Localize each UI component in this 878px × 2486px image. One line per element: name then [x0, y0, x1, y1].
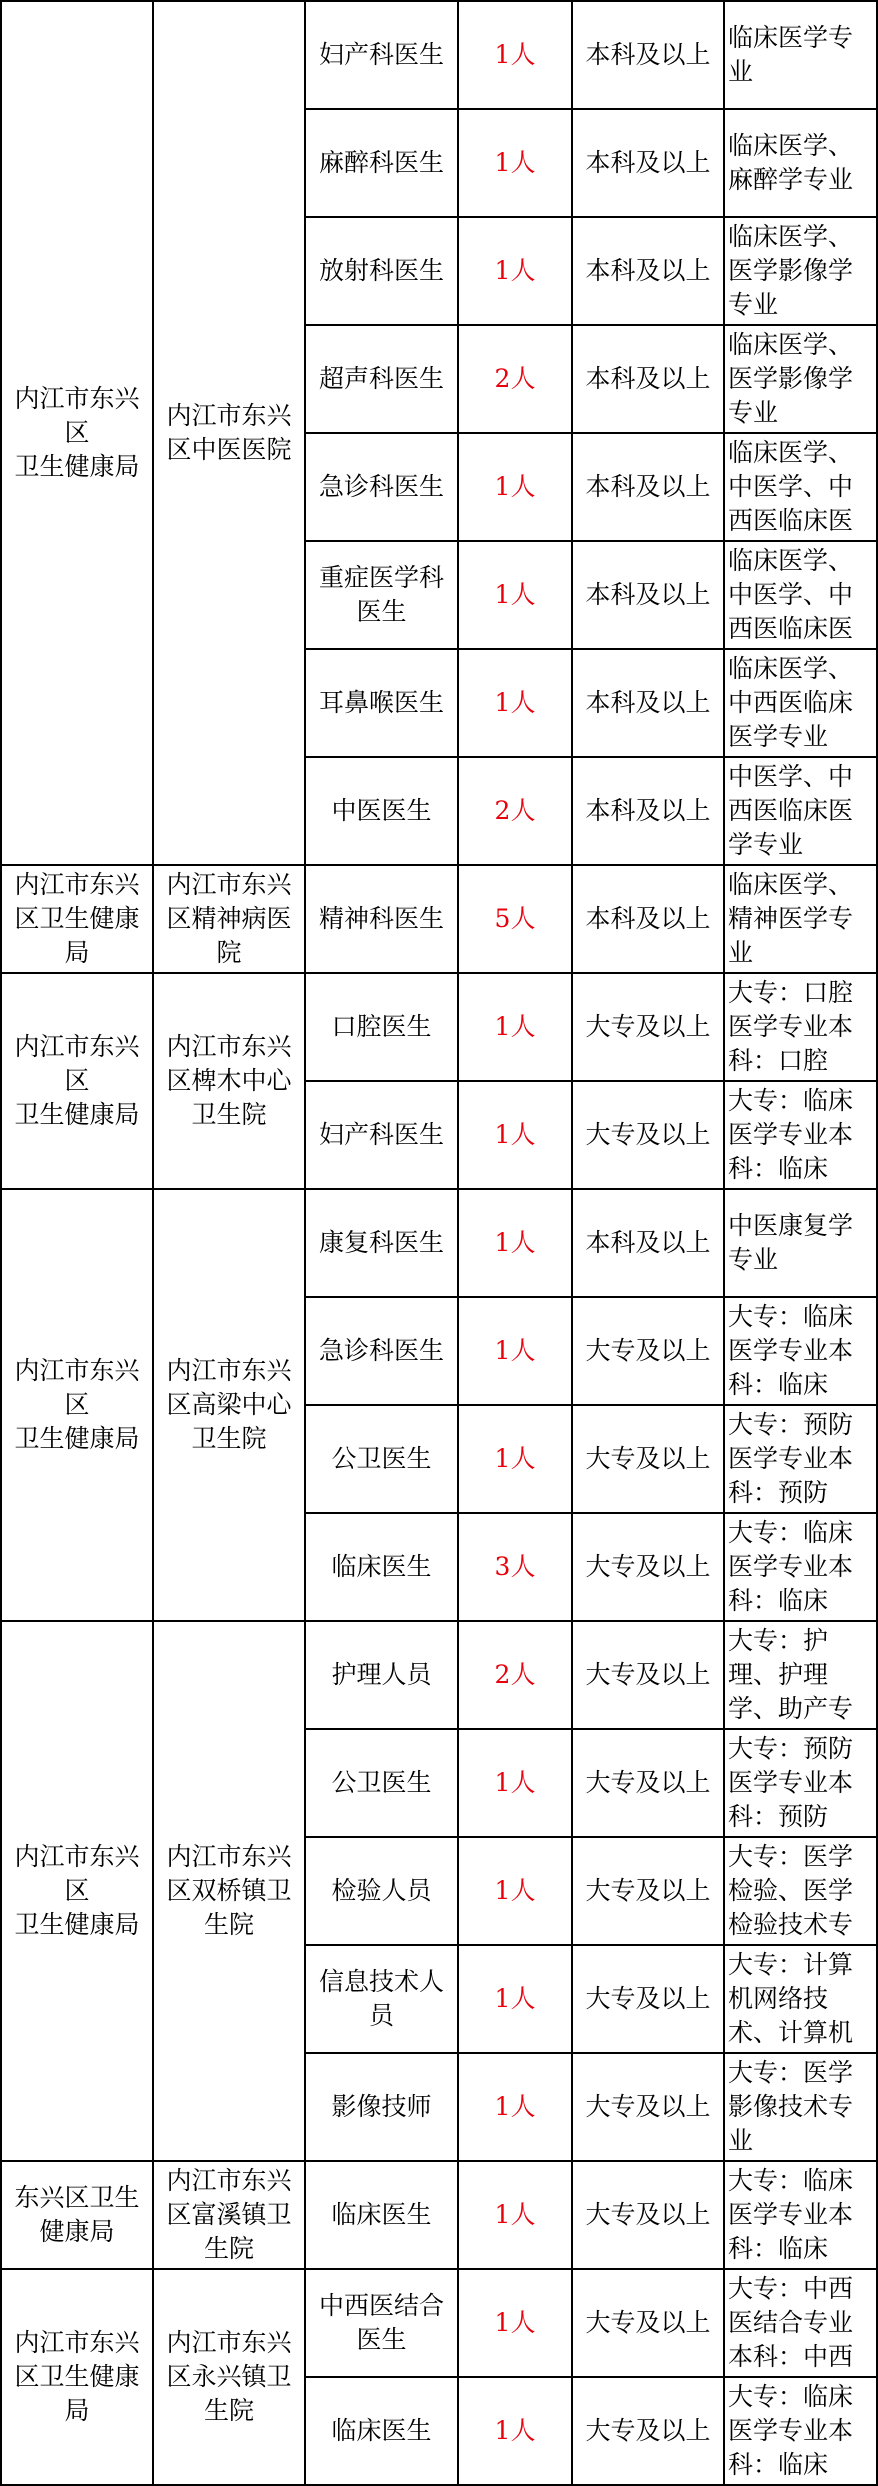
major-requirement-cell	[724, 1729, 877, 1837]
headcount-cell: 1人	[458, 649, 572, 757]
headcount-cell: 1人	[458, 1729, 572, 1837]
major-requirement-text: 大专：预防医学专业本科：预防	[728, 1734, 854, 1831]
major-requirement-cell	[724, 1405, 877, 1513]
headcount-cell: 1人	[458, 217, 572, 325]
unit-cell: 内江市东兴区双桥镇卫生院	[153, 1621, 305, 2161]
education-cell	[572, 2053, 724, 2161]
major-requirement-text: 大专：护理、护理学、助产专	[728, 1626, 854, 1723]
major-requirement-cell	[724, 1621, 877, 1729]
table-row	[1, 973, 877, 1081]
authority-cell: 内江市东兴区 卫生健康局	[1, 973, 153, 1189]
education-cell	[572, 541, 724, 649]
position-title-cell: 康复科医生	[305, 1189, 458, 1297]
table-row	[1, 1189, 877, 1297]
major-requirement-cell	[724, 1945, 877, 2053]
position-title-cell: 临床医生	[305, 1513, 458, 1621]
headcount-cell: 1人	[458, 1081, 572, 1189]
education-text: 本科及以上	[585, 40, 711, 69]
major-requirement-text: 中医学、中西医临床医学专业	[728, 762, 854, 859]
education-cell	[572, 1513, 724, 1621]
major-requirement-text: 大专：临床医学专业本科：临床	[728, 2382, 854, 2479]
education-text: 大专及以上	[585, 2308, 711, 2337]
position-title-cell: 精神科医生	[305, 865, 458, 973]
unit-cell: 内江市东兴区精神病医院	[153, 865, 305, 973]
education-text: 本科及以上	[585, 580, 711, 609]
authority-cell: 内江市东兴区卫生健康局	[1, 2269, 153, 2485]
headcount-cell: 1人	[458, 1945, 572, 2053]
table-row	[1, 2269, 877, 2377]
major-requirement-cell	[724, 2053, 877, 2161]
major-requirement-text: 大专：临床医学专业本科：临床	[728, 1302, 854, 1399]
major-requirement-text: 大专：临床医学专业本科：临床	[728, 1086, 854, 1183]
major-requirement-cell	[724, 757, 877, 865]
headcount-cell: 1人	[458, 973, 572, 1081]
headcount-cell: 1人	[458, 2053, 572, 2161]
headcount-cell: 1人	[458, 1405, 572, 1513]
headcount-cell: 5人	[458, 865, 572, 973]
education-cell	[572, 433, 724, 541]
education-text: 大专及以上	[585, 1444, 711, 1473]
table-row	[1, 865, 877, 973]
education-text: 本科及以上	[585, 796, 711, 825]
authority-cell: 内江市东兴区卫生健康局	[1, 865, 153, 973]
education-cell	[572, 325, 724, 433]
major-requirement-text: 临床医学、中医学、中西医临床医	[728, 438, 854, 535]
major-requirement-text: 临床医学、医学影像学专业	[728, 330, 854, 427]
major-requirement-text: 临床医学、麻醉学专业	[728, 131, 854, 194]
education-text: 本科及以上	[585, 1228, 711, 1257]
education-text: 大专及以上	[585, 1552, 711, 1581]
education-cell	[572, 2269, 724, 2377]
major-requirement-cell	[724, 109, 877, 217]
major-requirement-cell	[724, 1837, 877, 1945]
education-cell	[572, 1405, 724, 1513]
position-title-cell: 口腔医生	[305, 973, 458, 1081]
position-title-cell: 中西医结合医生	[305, 2269, 458, 2377]
education-text: 本科及以上	[585, 364, 711, 393]
education-text: 大专及以上	[585, 1876, 711, 1905]
education-cell	[572, 1945, 724, 2053]
table-row	[1, 1621, 877, 1729]
major-requirement-text: 大专：医学影像技术专业	[728, 2058, 854, 2155]
headcount-cell: 2人	[458, 1621, 572, 1729]
education-text: 大专及以上	[585, 2416, 711, 2445]
position-title-cell: 重症医学科医生	[305, 541, 458, 649]
major-requirement-text: 大专：临床医学专业本科：临床	[728, 1518, 854, 1615]
education-cell	[572, 649, 724, 757]
position-title-cell: 急诊科医生	[305, 433, 458, 541]
headcount-cell: 1人	[458, 541, 572, 649]
position-title-cell: 麻醉科医生	[305, 109, 458, 217]
position-title-cell: 耳鼻喉医生	[305, 649, 458, 757]
major-requirement-text: 大专：中西医结合专业本科：中西	[728, 2274, 854, 2371]
table-row	[1, 1, 877, 109]
education-text: 本科及以上	[585, 148, 711, 177]
headcount-cell: 1人	[458, 1837, 572, 1945]
table-row	[1, 2161, 877, 2269]
education-cell	[572, 1837, 724, 1945]
education-cell	[572, 1621, 724, 1729]
major-requirement-text: 临床医学、医学影像学专业	[728, 222, 854, 319]
headcount-cell: 1人	[458, 1189, 572, 1297]
unit-cell: 内江市东兴区富溪镇卫生院	[153, 2161, 305, 2269]
unit-cell: 内江市东兴区永兴镇卫生院	[153, 2269, 305, 2485]
recruitment-table-body	[1, 1, 877, 2485]
position-title-cell: 超声科医生	[305, 325, 458, 433]
major-requirement-cell	[724, 649, 877, 757]
position-title-cell: 中医医生	[305, 757, 458, 865]
headcount-cell: 1人	[458, 433, 572, 541]
major-requirement-text: 临床医学、精神医学专业	[728, 870, 854, 967]
major-requirement-text: 大专：临床医学专业本科：临床	[728, 2166, 854, 2263]
education-cell	[572, 2161, 724, 2269]
position-title-cell: 护理人员	[305, 1621, 458, 1729]
major-requirement-cell	[724, 217, 877, 325]
position-title-cell: 临床医生	[305, 2161, 458, 2269]
headcount-cell: 1人	[458, 2269, 572, 2377]
major-requirement-text: 大专：口腔医学专业本科：口腔	[728, 978, 854, 1075]
headcount-cell: 1人	[458, 1, 572, 109]
unit-cell: 内江市东兴区中医医院	[153, 1, 305, 865]
education-cell	[572, 1, 724, 109]
position-title-cell: 信息技术人员	[305, 1945, 458, 2053]
education-text: 大专及以上	[585, 1012, 711, 1041]
major-requirement-text: 大专：预防医学专业本科：预防	[728, 1410, 854, 1507]
education-cell	[572, 973, 724, 1081]
major-requirement-cell	[724, 973, 877, 1081]
major-requirement-text: 临床医学、中医学、中西医临床医	[728, 546, 854, 643]
position-title-cell: 放射科医生	[305, 217, 458, 325]
authority-cell: 内江市东兴区 卫生健康局	[1, 1189, 153, 1621]
education-cell	[572, 1081, 724, 1189]
major-requirement-cell	[724, 541, 877, 649]
education-text: 本科及以上	[585, 688, 711, 717]
headcount-cell: 3人	[458, 1513, 572, 1621]
education-cell	[572, 1189, 724, 1297]
position-title-cell: 检验人员	[305, 1837, 458, 1945]
major-requirement-text: 临床医学、中西医临床医学专业	[728, 654, 854, 751]
position-title-cell: 公卫医生	[305, 1729, 458, 1837]
unit-cell: 内江市东兴区高梁中心卫生院	[153, 1189, 305, 1621]
major-requirement-cell	[724, 1513, 877, 1621]
education-text: 大专及以上	[585, 1768, 711, 1797]
education-cell	[572, 217, 724, 325]
major-requirement-text: 中医康复学专业	[728, 1211, 854, 1274]
position-title-cell: 妇产科医生	[305, 1, 458, 109]
education-text: 大专及以上	[585, 2092, 711, 2121]
authority-cell: 东兴区卫生健康局	[1, 2161, 153, 2269]
headcount-cell: 2人	[458, 757, 572, 865]
education-text: 大专及以上	[585, 1120, 711, 1149]
unit-cell: 内江市东兴区椑木中心卫生院	[153, 973, 305, 1189]
position-title-cell: 影像技师	[305, 2053, 458, 2161]
headcount-cell: 2人	[458, 325, 572, 433]
education-text: 大专及以上	[585, 1660, 711, 1689]
education-text: 本科及以上	[585, 472, 711, 501]
major-requirement-cell	[724, 325, 877, 433]
major-requirement-cell	[724, 433, 877, 541]
position-title-cell: 临床医生	[305, 2377, 458, 2485]
major-requirement-cell	[724, 1, 877, 109]
authority-cell: 内江市东兴区 卫生健康局	[1, 1621, 153, 2161]
major-requirement-cell	[724, 1297, 877, 1405]
major-requirement-text: 临床医学专业	[728, 23, 854, 86]
headcount-cell: 1人	[458, 2377, 572, 2485]
education-cell	[572, 757, 724, 865]
headcount-cell: 1人	[458, 2161, 572, 2269]
education-cell	[572, 1729, 724, 1837]
education-cell	[572, 1297, 724, 1405]
major-requirement-cell	[724, 865, 877, 973]
headcount-cell: 1人	[458, 1297, 572, 1405]
major-requirement-text: 大专：医学检验、医学检验技术专	[728, 1842, 854, 1939]
position-title-cell: 妇产科医生	[305, 1081, 458, 1189]
major-requirement-text: 大专：计算机网络技术、计算机	[728, 1950, 854, 2047]
education-text: 大专及以上	[585, 1984, 711, 2013]
major-requirement-cell	[724, 2161, 877, 2269]
education-text: 本科及以上	[585, 904, 711, 933]
authority-cell: 内江市东兴区 卫生健康局	[1, 1, 153, 865]
education-text: 大专及以上	[585, 2200, 711, 2229]
major-requirement-cell	[724, 2269, 877, 2377]
education-text: 大专及以上	[585, 1336, 711, 1365]
education-cell	[572, 109, 724, 217]
position-title-cell: 急诊科医生	[305, 1297, 458, 1405]
position-title-cell: 公卫医生	[305, 1405, 458, 1513]
education-text: 本科及以上	[585, 256, 711, 285]
major-requirement-cell	[724, 1189, 877, 1297]
education-cell	[572, 865, 724, 973]
major-requirement-cell	[724, 1081, 877, 1189]
headcount-cell: 1人	[458, 109, 572, 217]
education-cell	[572, 2377, 724, 2485]
major-requirement-cell	[724, 2377, 877, 2485]
